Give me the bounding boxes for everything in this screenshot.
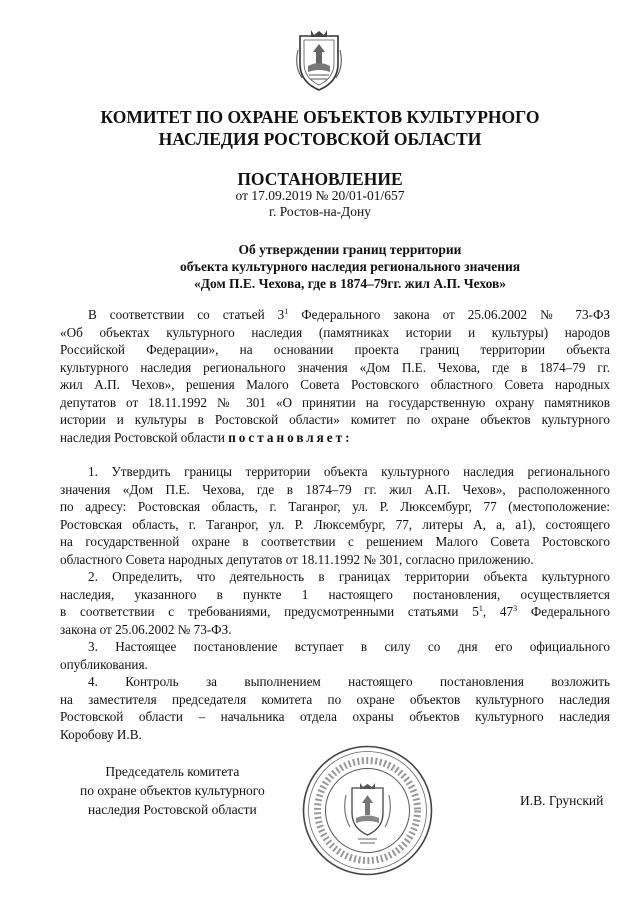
item-line: наследия, указанного в пункте 1 настоящего постановления, осуществляется [60, 586, 610, 602]
position-line2: по охране объектов культурного [80, 783, 265, 798]
item-line: Ростовской области – начальника отдела охраны объектов культурного наследия [60, 709, 610, 724]
item-line: на заместителя председателя комитета по охране объектов культурного наследия [60, 691, 610, 707]
item-2-paragraph [60, 568, 610, 638]
signatory-position [80, 762, 265, 819]
document-type: ПОСТАНОВЛЕНИЕ [237, 169, 403, 189]
preamble-paragraph [60, 306, 610, 446]
preamble-line: жил А.П. Чехов», решения Малого Совета Ростовского областного Совета народных [60, 377, 610, 392]
item-line: опубликования. [60, 656, 148, 672]
preamble-line [60, 306, 610, 324]
document-meta [60, 188, 580, 220]
text-fragment: Федерального закона от 25.06.2002 № 73-ФЗ [288, 307, 610, 322]
item-line: значения «Дом П.Е. Чехова, где в 1874–79 гг. жил А.П. Чехов», расположенного [60, 481, 610, 497]
item-line: 3. Настоящее постановление вступает в силу со дня его официального [88, 639, 610, 654]
preamble-line: Российской Федерации», на основании проекта границ территории объекта [60, 342, 610, 357]
subject-line2: объекта культурного наследия регионального значения [179, 259, 521, 274]
text-fragment: , 47 [482, 604, 514, 619]
official-seal-icon [300, 743, 435, 878]
subject-line3: «Дом П.Е. Чехова, где в 1874–79гг. жил А.П. Чехов» [193, 276, 507, 291]
text-fragment: Федерального [517, 604, 611, 619]
superscript: 1 [284, 307, 289, 316]
item-4-paragraph [60, 673, 610, 743]
preamble-line: истории и культуры в Ростовской области» комитет по охране объектов культурного [60, 412, 610, 427]
preamble-line [60, 429, 610, 447]
item-1-paragraph [60, 463, 610, 568]
superscript: 1 [478, 604, 483, 613]
preamble-line: культурного наследия регионального значения «Дом П.Е. Чехова, где в 1874–79 гг. [60, 359, 610, 375]
preamble-line: «Об объектах культурного наследия (памятниках истории и культуры) народов [60, 324, 610, 340]
item-line: закона от 25.06.2002 № 73-ФЗ. [60, 621, 232, 637]
coat-of-arms-icon [294, 30, 344, 92]
item-line: Ростовская область, г. Таганрог, ул. Р. Люксембург, 77, литеры А, а, а1), состоящего [60, 516, 610, 532]
committee-name [60, 106, 580, 150]
resolves-word: постановляет: [228, 429, 353, 445]
item-line: по адресу: Ростовская область, г. Таганрог, ул. Р. Люксембург, 77 (местоположение: [60, 499, 610, 514]
position-line3: наследия Ростовской области [87, 802, 257, 817]
item-line: 4. Контроль за выполнением настоящего постановления возложить [88, 674, 610, 689]
document-city: г. Ростов-на-Дону [268, 204, 371, 219]
subject-line1: Об утверждении границ территории [238, 242, 462, 257]
item-line [60, 603, 610, 621]
position-line1: Председатель комитета [105, 764, 240, 779]
document-date-number: от 17.09.2019 № 20/01-01/657 [235, 188, 405, 203]
item-line: 1. Утвердить границы территории объекта культурного наследия регионального [88, 464, 610, 479]
item-line: областного Совета народных депутатов от 18.11.1992 № 301, согласно приложению. [60, 551, 534, 567]
committee-name-line1: КОМИТЕТ ПО ОХРАНЕ ОБЪЕКТОВ КУЛЬТУРНОГО [100, 107, 540, 127]
item-line: 2. Определить, что деятельность в границах территории объекта культурного [88, 569, 610, 584]
preamble-line: депутатов от 18.11.1992 № 301 «О принятии на государственную охрану памятников [60, 394, 610, 410]
item-line: Коробову И.В. [60, 726, 142, 742]
text-fragment: в соответствии с требованиями, предусмотренными статьями 5 [60, 604, 479, 619]
text-fragment: В соответствии со статьей 3 [88, 307, 285, 322]
committee-name-line2: НАСЛЕДИЯ РОСТОВСКОЙ ОБЛАСТИ [158, 129, 482, 149]
signatory-name: И.В. Грунский [520, 793, 604, 808]
text-fragment: наследия Ростовской области [60, 429, 229, 445]
item-3-paragraph [60, 638, 610, 673]
item-line: на государственной охране в соответствии с решением Малого Совета Ростовского [60, 534, 610, 549]
superscript: 3 [513, 604, 518, 613]
document-subject [60, 241, 640, 292]
